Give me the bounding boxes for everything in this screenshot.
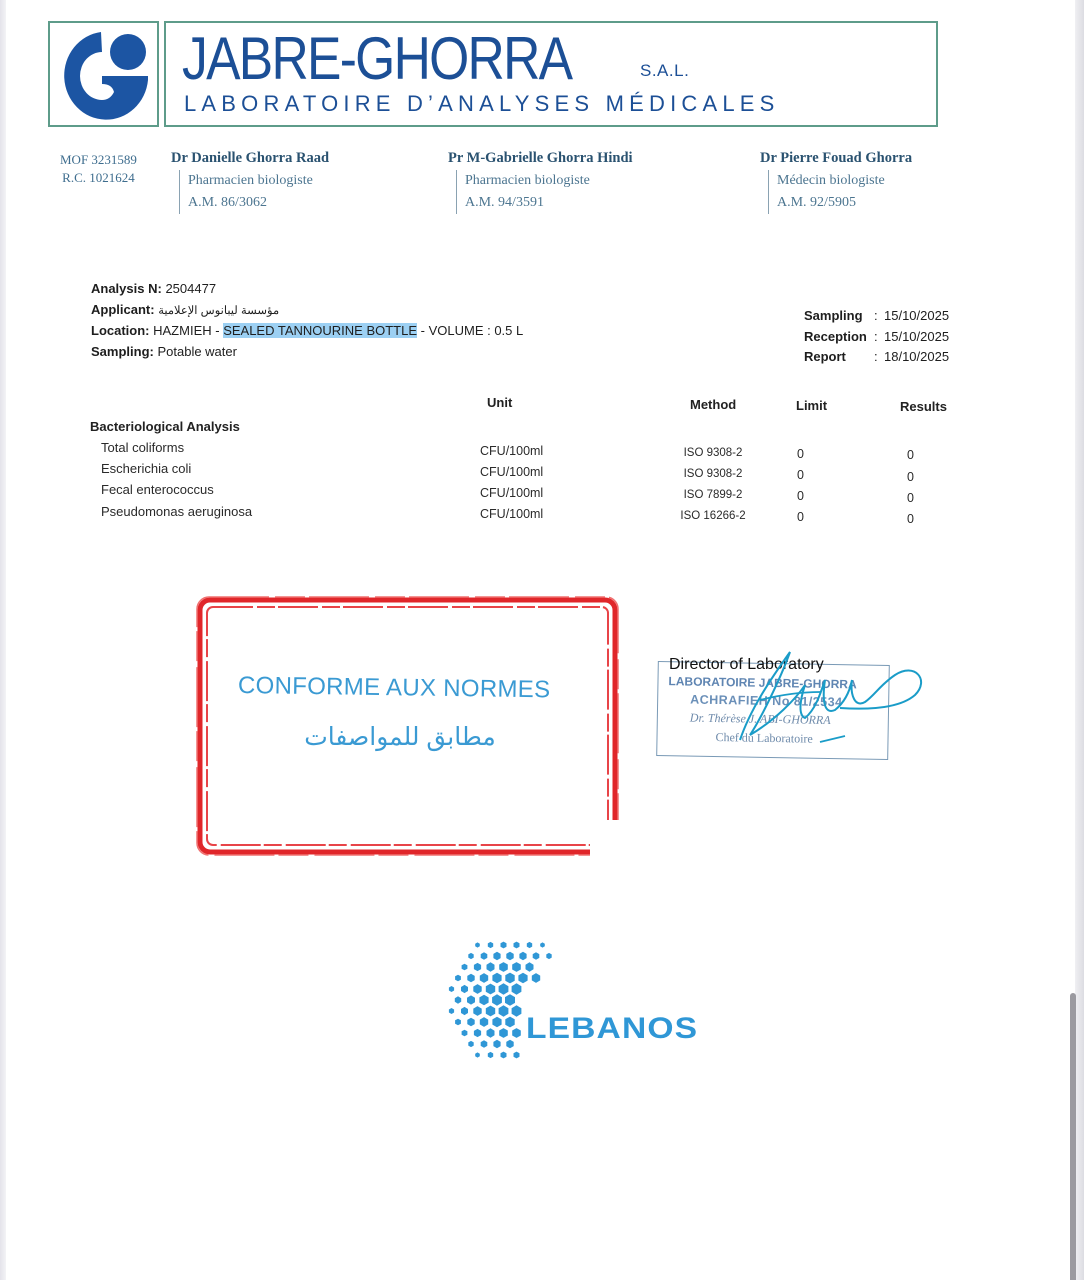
analysis-number-label: Analysis N:	[91, 281, 162, 296]
test-limit: 0	[797, 510, 804, 524]
doctor-name: Dr Danielle Ghorra Raad	[171, 150, 330, 166]
test-name: Escherichia coli	[101, 461, 192, 476]
lebanos-logo-text: LEBANOS	[526, 1012, 699, 1045]
brand-subtitle: LABORATOIRE D’ANALYSES MÉDICALES	[184, 91, 780, 116]
test-result: 0	[907, 491, 914, 505]
location-line	[91, 321, 523, 342]
applicant-line	[91, 300, 523, 322]
location-label: Location:	[91, 323, 150, 338]
column-header-unit: Unit	[487, 395, 513, 410]
doctor-title: Pharmacien biologiste	[465, 173, 590, 188]
stamp-line-doctor: Dr. Thérèse J. ABI-GHORRA	[689, 710, 831, 728]
viewer-left-edge	[0, 0, 6, 1280]
doctor-am: A.M. 94/3591	[465, 195, 544, 210]
viewer-scroll-track[interactable]	[1075, 0, 1084, 1280]
applicant-label: Applicant:	[91, 301, 155, 317]
doctor-card	[171, 150, 329, 214]
analysis-number-value: 2504477	[165, 281, 217, 296]
test-name: Pseudomonas aeruginosa	[101, 504, 253, 519]
doctor-details	[179, 170, 329, 214]
sampling-label: Sampling:	[91, 343, 154, 359]
vertical-scrollbar-thumb[interactable]	[1070, 993, 1076, 1280]
rc-number: R.C. 1021624	[62, 170, 135, 185]
sampling-value: Potable water	[157, 343, 237, 359]
stamp-line-role: Chef du Laboratoire	[715, 730, 813, 746]
test-unit: CFU/100ml	[480, 486, 544, 500]
test-result: 0	[907, 470, 914, 484]
sampling-line	[91, 342, 523, 363]
doctor-title: Pharmacien biologiste	[188, 173, 313, 188]
section-title: Bacteriological Analysis	[90, 419, 240, 434]
stamp-line-lab-name: LABORATOIRE JABRE-GHORRA	[668, 674, 857, 692]
date-row	[804, 306, 949, 327]
brand-suffix: S.A.L.	[640, 61, 690, 80]
conformity-text-arabic: مطابق للمواصفات	[304, 723, 496, 751]
mof-number: MOF 3231589	[60, 152, 137, 167]
column-header-method: Method	[690, 397, 737, 412]
registration-info	[60, 151, 137, 187]
test-limit: 0	[797, 447, 804, 461]
analysis-number-line	[91, 279, 523, 300]
applicant-value: مؤسسة ليبانوس الإعلامية	[158, 304, 280, 317]
date-separator: :	[874, 328, 878, 344]
location-suffix: - VOLUME : 0.5 L	[417, 323, 524, 338]
lab-title-banner	[164, 21, 938, 127]
test-method: ISO 9308-2	[683, 468, 743, 480]
test-result: 0	[907, 512, 914, 526]
doctor-name: Pr M-Gabrielle Ghorra Hindi	[448, 150, 633, 166]
director-label: Director of Laboratory	[669, 656, 824, 673]
brand-name: JABRE-GHORRA	[182, 25, 572, 92]
analysis-info	[91, 279, 523, 362]
date-value: 15/10/2025	[884, 328, 950, 344]
conformity-text-french: CONFORME AUX NORMES	[237, 672, 551, 704]
test-unit: CFU/100ml	[480, 507, 544, 521]
doctor-details	[768, 170, 912, 214]
doctor-title: Médecin biologiste	[777, 173, 885, 188]
date-label: Sampling	[804, 308, 863, 323]
location-prefix: HAZMIEH -	[153, 323, 224, 338]
test-limit: 0	[797, 489, 804, 503]
date-row	[804, 347, 949, 368]
hexagon-globe-icon	[440, 932, 575, 1067]
test-limit: 0	[797, 468, 804, 482]
date-separator: :	[874, 308, 878, 323]
test-method: ISO 7899-2	[683, 489, 743, 501]
test-method: ISO 9308-2	[683, 447, 743, 459]
lab-logo	[48, 21, 159, 127]
date-label: Report	[804, 349, 846, 364]
stamp-line-address: ACHRAFIEH No 81/2534	[690, 692, 843, 710]
test-unit: CFU/100ml	[480, 444, 544, 458]
column-header-results: Results	[900, 399, 947, 414]
doctor-am: A.M. 92/5905	[777, 195, 856, 210]
doctor-card	[448, 150, 633, 214]
test-name: Fecal enterococcus	[101, 482, 214, 497]
doctor-card	[760, 150, 912, 214]
test-unit: CFU/100ml	[480, 465, 544, 479]
doctor-am: A.M. 86/3062	[188, 195, 267, 210]
column-header-limit: Limit	[796, 398, 828, 413]
jabre-ghorra-g-logo-icon	[56, 28, 152, 122]
doctor-name: Dr Pierre Fouad Ghorra	[760, 150, 913, 166]
dates-block	[804, 306, 949, 368]
date-value: 18/10/2025	[884, 349, 950, 364]
date-row	[804, 327, 949, 348]
doctor-details	[456, 170, 633, 214]
test-method: ISO 16266-2	[680, 510, 746, 522]
location-selected-text[interactable]: SEALED TANNOURINE BOTTLE	[223, 323, 418, 338]
test-name: Total coliforms	[101, 440, 185, 455]
handwritten-signature-icon	[720, 640, 935, 750]
date-value: 15/10/2025	[884, 308, 950, 323]
date-label: Reception	[804, 328, 867, 344]
date-separator: :	[874, 349, 878, 364]
test-result: 0	[907, 448, 914, 462]
